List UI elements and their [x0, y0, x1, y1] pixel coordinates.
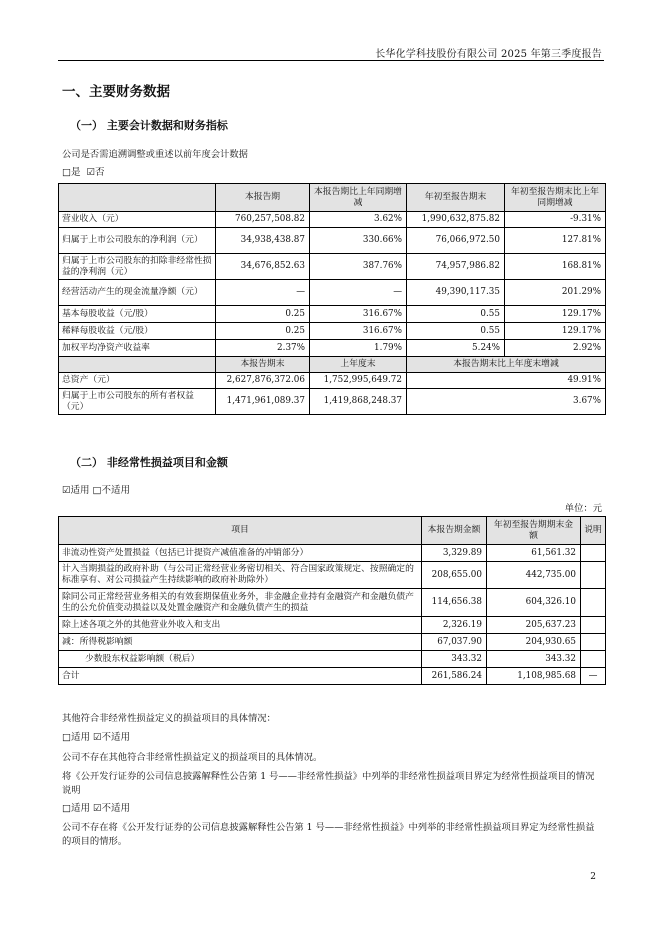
table-subheader-row	[59, 357, 606, 373]
cell-value: 76,066,972.50	[407, 228, 505, 254]
cell-value: 316.67%	[310, 306, 407, 323]
cell-value: 604,326.10	[487, 589, 581, 617]
table-header-row	[59, 184, 606, 212]
table-row	[59, 373, 606, 389]
table-header-cell: 项目	[59, 517, 422, 545]
row-label: 基本每股收益（元/股）	[59, 306, 216, 323]
subsection-title-2: （二） 非经常性损益项目和金额	[70, 456, 228, 469]
report-header: 长华化学科技股份有限公司 2025 年第三季度报告	[375, 49, 602, 60]
cell-value: 330.66%	[310, 228, 407, 254]
table-row	[59, 634, 606, 651]
cell-value: 442,735.00	[487, 562, 581, 589]
cell-value: 168.81%	[505, 254, 606, 280]
table-header-cell: 本报告期比上年同期增减	[310, 184, 407, 212]
cell-value: 67,037.90	[422, 634, 487, 651]
subsection-title-1: （一） 主要会计数据和财务指标	[70, 119, 228, 132]
table-header-cell: 上年度末	[310, 357, 407, 373]
table-header-cell: 本报告期	[216, 184, 310, 212]
table-row	[59, 389, 606, 415]
table-header-cell: 本报告期金额	[422, 517, 487, 545]
cell-value: 129.17%	[505, 323, 606, 340]
row-label: 除同公司正常经营业务相关的有效套期保值业务外，非金融企业持有金融资产和金融负债产生的公允价值变动损益以及处置金融资产和金融负债产生的损益	[59, 589, 422, 617]
cell-value: 205,637.23	[487, 617, 581, 634]
table-row	[59, 340, 606, 357]
table-header-cell: 本报告期末	[216, 357, 310, 373]
table-row	[59, 651, 606, 668]
row-label: 稀释每股收益（元/股）	[59, 323, 216, 340]
cell-value: 61,561.32	[487, 545, 581, 562]
cell-value: —	[216, 280, 310, 306]
cell-value: 34,676,852.63	[216, 254, 310, 280]
cell-value: 2.37%	[216, 340, 310, 357]
row-label: 归属于上市公司股东的净利润（元）	[59, 228, 216, 254]
cell-value: 3,329.89	[422, 545, 487, 562]
cell-value: —	[310, 280, 407, 306]
cell-value: 760,257,508.82	[216, 212, 310, 228]
table-row	[59, 562, 606, 589]
row-label: 归属于上市公司股东的扣除非经常性损益的净利润（元）	[59, 254, 216, 280]
cell-value: 1,419,868,248.37	[310, 389, 407, 415]
cell-value: 0.55	[407, 306, 505, 323]
note-other-items-applicable: □适用 ☑不适用	[62, 732, 131, 743]
cell-value: 201.29%	[505, 280, 606, 306]
row-label: 归属于上市公司股东的所有者权益（元）	[59, 389, 216, 415]
cell-value: 387.76%	[310, 254, 407, 280]
cell-value: 343.32	[487, 651, 581, 668]
row-label: 减：所得税影响额	[59, 634, 422, 651]
table-row	[59, 323, 606, 340]
table-row	[59, 589, 606, 617]
table-row	[59, 668, 606, 685]
table-row	[59, 228, 606, 254]
row-label: 合计	[59, 668, 422, 685]
table-header-cell: 本报告期末比上年度末增减	[407, 357, 606, 373]
cell-note: —	[581, 668, 606, 685]
cell-value: 3.62%	[310, 212, 407, 228]
cell-note	[581, 545, 606, 562]
row-label: 经营活动产生的现金流量净额（元）	[59, 280, 216, 306]
cell-value: 1.79%	[310, 340, 407, 357]
table-row	[59, 254, 606, 280]
cell-note	[581, 562, 606, 589]
section-title: 一、主要财务数据	[62, 84, 170, 100]
row-label: 加权平均净资产收益率	[59, 340, 216, 357]
table-row	[59, 545, 606, 562]
cell-value: 34,938,438.87	[216, 228, 310, 254]
table-row	[59, 212, 606, 228]
cell-value: 2,627,876,372.06	[216, 373, 310, 389]
nonrecurring-applicable: ☑适用 □不适用	[62, 485, 131, 496]
option-no-checkbox[interactable]: ☑否	[86, 167, 105, 178]
cell-note	[581, 634, 606, 651]
table-header-cell: 年初至报告期期末金额	[487, 517, 581, 545]
cell-value: 5.24%	[407, 340, 505, 357]
cell-note	[581, 651, 606, 668]
cell-value: 1,752,995,649.72	[310, 373, 407, 389]
cell-value: 343.32	[422, 651, 487, 668]
header-divider	[58, 60, 604, 61]
cell-value: 208,655.00	[422, 562, 487, 589]
page-number: 2	[590, 872, 596, 882]
cell-value: 129.17%	[505, 306, 606, 323]
cell-value: 204,930.65	[487, 634, 581, 651]
row-label: 营业收入（元）	[59, 212, 216, 228]
table-header-cell	[59, 184, 216, 212]
note-no-other-items: 公司不存在其他符合非经常性损益定义的损益项目的具体情况。	[62, 752, 323, 763]
cell-value: 2.92%	[505, 340, 606, 357]
table-row	[59, 617, 606, 634]
cell-value: 3.67%	[407, 389, 606, 415]
cell-note	[581, 617, 606, 634]
row-label: 计入当期损益的政府补助（与公司正常经营业务密切相关、符合国家政策规定、按照确定的标准享有、对公司损益产生持续影响的政府补助除外）	[59, 562, 422, 589]
cell-note	[581, 589, 606, 617]
note-other-items: 其他符合非经常性损益定义的损益项目的具体情况：	[62, 713, 276, 724]
unit-label: 单位：元	[564, 503, 602, 514]
cell-value: 49.91%	[407, 373, 606, 389]
financial-indicators-table	[58, 183, 606, 415]
row-label: 非流动性资产处置损益（包括已计提资产减值准备的冲销部分）	[59, 545, 422, 562]
table-row	[59, 280, 606, 306]
cell-value: -9.31%	[505, 212, 606, 228]
note-no-reclassification: 公司不存在将《公开发行证券的公司信息披露解释性公告第 1 号——非经常性损益》中列举的非经常性损益项目界定为经常性损益的项目的情形。	[62, 822, 595, 847]
cell-value: 49,390,117.35	[407, 280, 505, 306]
cell-value: 127.81%	[505, 228, 606, 254]
cell-value: 316.67%	[310, 323, 407, 340]
cell-value: 1,471,961,089.37	[216, 389, 310, 415]
row-label: 少数股东权益影响额（税后）	[59, 651, 422, 668]
cell-value: 0.55	[407, 323, 505, 340]
note-reclassification: 将《公开发行证券的公司信息披露解释性公告第 1 号——非经常性损益》中列举的非经常性损益项目界定为经常性损益项目的情况说明	[62, 771, 595, 796]
cell-value: 0.25	[216, 323, 310, 340]
row-label: 总资产（元）	[59, 373, 216, 389]
cell-value: 1,108,985.68	[487, 668, 581, 685]
table-header-row	[59, 517, 606, 545]
nonrecurring-items-table	[58, 516, 606, 685]
cell-value: 261,586.24	[422, 668, 487, 685]
note-reclassification-applicable: □适用 ☑不适用	[62, 803, 131, 814]
cell-value: 114,656.38	[422, 589, 487, 617]
table-header-cell: 年初至报告期末	[407, 184, 505, 212]
table-row	[59, 306, 606, 323]
restatement-question: 公司是否需追溯调整或重述以前年度会计数据	[62, 149, 248, 160]
cell-value: 74,957,986.82	[407, 254, 505, 280]
table-header-cell: 年初至报告期末比上年同期增减	[505, 184, 606, 212]
option-yes-checkbox[interactable]: □是	[62, 167, 81, 178]
cell-value: 2,326.19	[422, 617, 487, 634]
restatement-options	[62, 166, 105, 180]
table-header-cell: 说明	[581, 517, 606, 545]
table-header-cell	[59, 357, 216, 373]
cell-value: 1,990,632,875.82	[407, 212, 505, 228]
cell-value: 0.25	[216, 306, 310, 323]
row-label: 除上述各项之外的其他营业外收入和支出	[59, 617, 422, 634]
